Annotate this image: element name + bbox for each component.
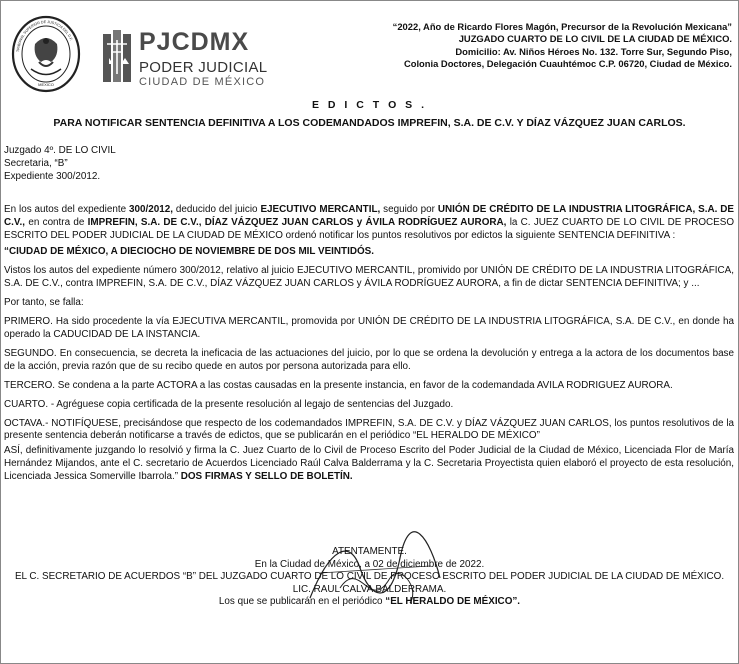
vistos-paragraph: Vistos los autos del expediente número 300/2012, relativo al juicio EJECUTIVO MERCANTIL, promivido por UNIÓN DE CRÉDITO DE LA INDUSTRIA LITOGRÁFICA, S.A. DE C.V., contra IMPREFIN, S.A. DE C.V., DÍAZ VÁZQUEZ JUAN CARLOS y ÁVILA RODRÍGUEZ AURORA, a fin de dictar SENTENCIA DEFINITIVA; y ... bbox=[4, 265, 734, 290]
document-subtitle: PARA NOTIFICAR SENTENCIA DEFINITIVA A LOS CODEMANDADOS IMPREFIN, S.A. DE C.V. Y DÍAZ VÁZQUEZ JUAN CARLOS. bbox=[53, 117, 686, 129]
court-label: Juzgado 4º. DE LO CIVIL bbox=[4, 145, 116, 156]
atentamente: ATENTAMENTE. bbox=[332, 546, 407, 557]
segundo-paragraph: SEGUNDO. En consecuencia, se decreta la ineficacia de las actuaciones del juicio, por lo que se ordena la devolución y entrega a la actora de los documentos base de la acción, previa razón que de su recibo quede en autos por persona autorizada para ello. bbox=[4, 347, 734, 372]
svg-text:MEXICO: MEXICO bbox=[38, 82, 54, 87]
publication-newspaper: “EL HERALDO DE MÉXICO”. bbox=[385, 596, 521, 608]
sentence-date bbox=[4, 246, 734, 259]
intro-trial-type: EJECUTIVO MERCANTIL, bbox=[260, 203, 381, 215]
case-meta bbox=[4, 145, 734, 184]
cuarto-paragraph: CUARTO. - Agréguese copia certificada de la presente resolución al legajo de sentencias del Juzgado. bbox=[4, 398, 454, 410]
logo-line2: CIUDAD DE MÉXICO bbox=[139, 76, 266, 88]
intro-text: en contra de bbox=[25, 216, 88, 228]
intro-text: la C. JUEZ CUARTO DE LO CIVIL DE PROCESO ESCRITO DEL PODER JUDICIAL DE LA CIUDAD DE MÉXICO ordenó notificar los puntos resolutivos por edictos la siguiente SENTENCIA DEFINITIVA : bbox=[4, 216, 735, 241]
pjcdmx-mark-icon bbox=[103, 30, 131, 82]
intro-text: deducido del juicio bbox=[172, 203, 261, 215]
asi-signatures: DOS FIRMAS Y SELLO DE BOLETÍN. bbox=[177, 471, 353, 483]
octava-paragraph: OCTAVA.- NOTIFÍQUESE, precisándose que respecto de los codemandados IMPREFIN, S.A. DE C.V. y DÍAZ VÁZQUEZ JUAN CARLOS, los puntos resolutivos de la presente sentencia deberán notificarse a través de edictos, que se publicarán en el periódico “EL HERALDO DE MÉXICO” bbox=[4, 417, 734, 442]
document-title: E D I C T O S . bbox=[311, 99, 427, 111]
tercero-paragraph: TERCERO. Se condena a la parte ACTORA a las costas causadas en la presente instancia, en favor de la codemandada AVILA RODRIGUEZ AURORA. bbox=[4, 379, 673, 391]
por-tanto-paragraph: Por tanto, se falla: bbox=[4, 297, 84, 309]
svg-text:TRIBUNAL SUPERIOR DE JUSTICIA: TRIBUNAL SUPERIOR DE JUSTICIA DEL D.F. bbox=[16, 19, 74, 53]
closing-block bbox=[0, 546, 739, 609]
logo-line1: PODER JUDICIAL bbox=[139, 59, 268, 76]
logo-brand: PJCDMX bbox=[139, 28, 250, 56]
court-address-1: Domicilio: Av. Niños Héroes No. 132. Torre Sur, Segundo Piso, bbox=[455, 45, 732, 57]
court-name: JUZGADO CUARTO DE LO CIVIL DE LA CIUDAD DE MÉXICO. bbox=[458, 33, 732, 45]
asi-paragraph bbox=[4, 445, 734, 484]
intro-case-number: 300/2012, bbox=[129, 203, 173, 215]
court-motto: “2022, Año de Ricardo Flores Magón, Precursor de la Revolución Mexicana” bbox=[392, 21, 732, 32]
intro-defendants: IMPREFIN, S.A. DE C.V., DÍAZ VÁZQUEZ JUAN CARLOS y ÁVILA RODRÍGUEZ AURORA, bbox=[87, 216, 507, 228]
intro-text: En los autos del expediente bbox=[4, 203, 130, 215]
asi-text: ASÍ, definitivamente juzgando lo resolvió y firma la C. Juez Cuarto de lo Civil de Proceso Escrito del Poder Judicial de la Ciudad de México, Licenciada Flor de María Hernández Mijandos, ante el C. secretario de Acuerdos Licenciado Raúl Calva Balderrama y la C. Secretaria Proyectista quien elaboró el proyecto de esta resolución, Licenciada Jessica Somerville Ibarrola.” bbox=[4, 445, 734, 483]
expediente-label: Expediente 300/2012. bbox=[4, 170, 101, 182]
intro-plaintiff: UNIÓN DE CRÉDITO DE LA INDUSTRIA LITOGRÁFICA, S.A. DE C.V., bbox=[4, 203, 734, 228]
intro-text: seguido por bbox=[380, 203, 438, 215]
sentence-date-text: “CIUDAD DE MÉXICO, A DIECIOCHO DE NOVIEMBRE DE DOS MIL VEINTIDÓS. bbox=[4, 246, 374, 258]
secretario-title: EL C. SECRETARIO DE ACUERDOS “B” DEL JUZGADO CUARTO DE LO CIVIL DE PROCESO ESCRITO DEL PODER JUDICIAL DE LA CIUDAD DE MÉXICO. bbox=[14, 571, 725, 583]
intro-paragraph bbox=[4, 204, 734, 243]
court-address-2: Colonia Doctores, Delegación Cuauhtémoc C.P. 06720, Ciudad de México. bbox=[403, 57, 732, 69]
closing-date: En la Ciudad de México, a 02 de diciembre de 2022. bbox=[254, 558, 485, 570]
pjcdmx-logo bbox=[103, 28, 268, 88]
publication-text: Los que se publicarán en el periódico bbox=[218, 596, 386, 608]
primero-paragraph: PRIMERO. Ha sido procedente la vía EJECUTIVA MERCANTIL, promovida por UNIÓN DE CRÉDITO DE LA INDUSTRIA LITOGRÁFICA, S.A. DE C.V., en donde ha operado la CADUCIDAD DE LA INSTANCIA. bbox=[4, 316, 734, 340]
court-seal-icon bbox=[11, 14, 81, 94]
secretaria-label: Secretaria, “B” bbox=[4, 157, 68, 169]
court-info bbox=[312, 21, 732, 70]
publication-note bbox=[0, 596, 739, 609]
document-body bbox=[4, 145, 734, 484]
secretario-name: LIC. RAUL CALVA BALDERRAMA. bbox=[292, 583, 447, 595]
